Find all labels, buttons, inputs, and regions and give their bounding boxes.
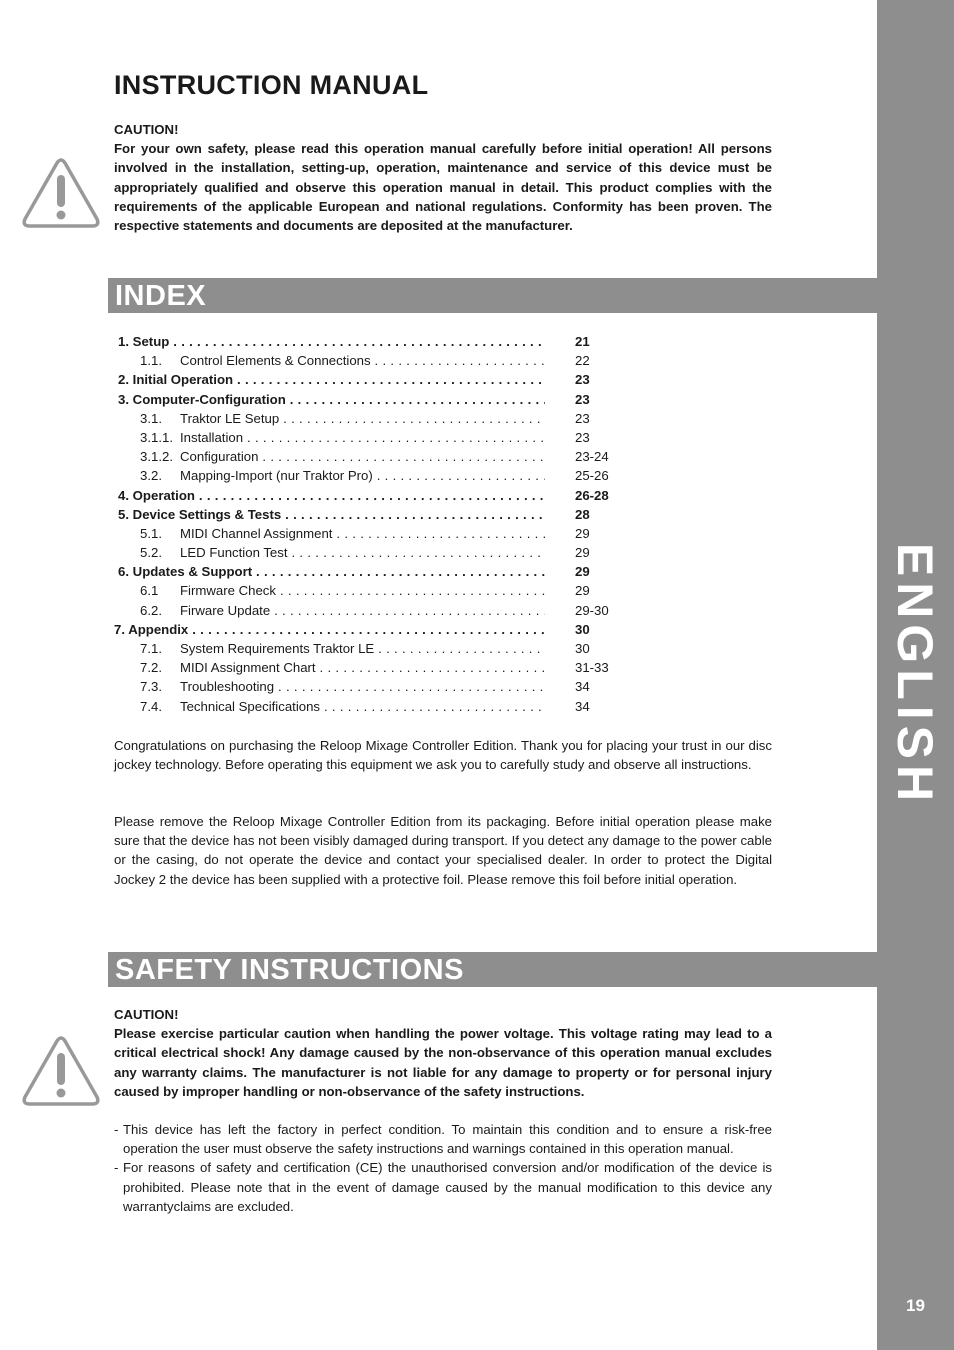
toc-number: 5.1. — [140, 525, 162, 541]
toc-page-number: 30 — [575, 641, 590, 656]
toc-page-number: 31-33 — [575, 660, 609, 676]
toc-number: 6. — [118, 564, 129, 580]
intro-paragraph-2: Please remove the Reloop Mixage Controller Edition from its packaging. Before initial operation please make sure that the device has not been visibly damaged during transport. If you detect any damage to the power cable or the casing, do not operate the device and contact your specialised dealer. In order to protect the Digital Jockey 2 the device has been supplied with a protective foil. Please remove this foil before initial operation. — [114, 814, 772, 887]
page-number: 19 — [906, 1296, 925, 1315]
toc-number: 6.2. — [140, 602, 162, 618]
toc-page-number: 34 — [575, 698, 590, 714]
toc-label: Troubleshooting — [180, 679, 275, 695]
caution-label: CAUTION! — [114, 1007, 179, 1022]
toc-label: MIDI Assignment Chart — [180, 660, 316, 676]
toc-entry — [118, 390, 545, 409]
toc-entry — [140, 601, 545, 620]
toc-row — [114, 524, 634, 543]
toc-entry — [140, 639, 545, 658]
bullet-text: For reasons of safety and certification (CE) the unauthorised conversion and/or modification of the device is prohibited. Please note that in the event of damage caused by the manual modification to this device any warrantyclaims are excluded. — [123, 1160, 772, 1214]
toc-row — [114, 677, 634, 696]
safety-heading: SAFETY INSTRUCTIONS — [115, 954, 464, 986]
toc-row — [114, 505, 634, 524]
toc-label: Updates & Support — [132, 564, 253, 580]
toc-entry — [118, 332, 545, 351]
toc-label: Initial Operation — [132, 372, 234, 388]
toc-label: Computer-Configuration — [132, 391, 286, 407]
toc-page-number: 29-30 — [575, 602, 609, 618]
toc-label: Installation — [180, 429, 244, 445]
toc-label: Firware Update — [180, 602, 271, 618]
toc-entry — [140, 409, 545, 428]
bullet-marker: - — [114, 1160, 119, 1176]
toc-row — [114, 370, 634, 389]
toc-number: 4. — [118, 487, 129, 503]
index-header-band — [108, 278, 877, 313]
toc-entry — [140, 466, 545, 485]
language-label: ENGLISH — [887, 542, 943, 808]
toc-row — [114, 447, 634, 466]
toc-entry — [118, 505, 545, 524]
toc-label: Control Elements & Connections — [180, 353, 371, 369]
toc-page-number: 29 — [575, 525, 590, 541]
toc-number: 5. — [118, 506, 129, 522]
toc-entry — [114, 620, 545, 639]
warning-triangle-icon — [22, 1036, 100, 1106]
list-item — [114, 1120, 772, 1158]
toc-page-number: 23 — [575, 410, 590, 426]
toc-entry — [118, 562, 545, 581]
toc-entry — [140, 524, 545, 543]
toc-label: Operation — [132, 487, 195, 503]
toc-entry — [118, 370, 545, 389]
toc-number: 6.1 — [140, 583, 159, 599]
toc-row — [114, 543, 634, 562]
toc-label: Traktor LE Setup — [180, 410, 280, 426]
toc-page-number: 34 — [575, 679, 590, 695]
caution-block-intro — [114, 120, 772, 235]
bullet-marker: - — [114, 1122, 119, 1137]
toc-row — [114, 601, 634, 620]
toc-number: 5.2. — [140, 545, 162, 561]
caution-text: Please exercise particular caution when handling the power voltage. This voltage rating may lead to a critical electrical shock! Any damage caused by the non-observance of this operation manual excludes any warranty claims. The manufacturer is not liable for any damage to property or for personal injury caused by improper handling or non-observance of the safety instructions. — [114, 1026, 772, 1099]
toc-row — [114, 351, 634, 370]
toc-entry — [140, 697, 545, 716]
toc-entry — [140, 677, 545, 696]
index-heading: INDEX — [115, 280, 207, 312]
toc-label: System Requirements Traktor LE — [180, 641, 375, 656]
toc-page-number: 28 — [575, 506, 590, 522]
toc-page-number: 23-24 — [575, 449, 609, 465]
list-item — [114, 1158, 772, 1216]
toc-label: MIDI Channel Assignment — [180, 525, 333, 541]
toc-entry — [140, 351, 545, 370]
toc-label: LED Function Test — [180, 545, 288, 561]
toc-row — [114, 466, 634, 485]
toc-entry — [140, 428, 545, 447]
toc-row — [114, 428, 634, 447]
intro-paragraph-1: Congratulations on purchasing the Reloop Mixage Controller Edition. Thank you for placing your trust in our disc jockey technology. Before operating this equipment we ask you to carefully study and observe all instructions. — [114, 738, 772, 773]
toc-label: Firmware Check — [180, 583, 276, 599]
safety-header-band — [108, 952, 877, 987]
safety-bullet-list — [114, 1120, 772, 1216]
toc-page-number: 26-28 — [575, 487, 609, 503]
toc-entry — [140, 581, 545, 600]
toc-entry — [140, 658, 545, 677]
toc-label: Device Settings & Tests — [132, 506, 282, 522]
toc-page-number: 25-26 — [575, 468, 609, 484]
toc-page-number: 22 — [575, 353, 590, 369]
toc-row — [114, 697, 634, 716]
toc-entry — [118, 486, 545, 505]
toc-entry — [140, 543, 545, 562]
toc-page-number: 23 — [575, 372, 590, 388]
toc-number: 1.1. — [140, 353, 162, 369]
toc-number: 7.2. — [140, 660, 162, 676]
toc-page-number: 23 — [575, 429, 590, 445]
toc-row — [114, 639, 634, 658]
toc-number: 3.1. — [140, 410, 162, 426]
toc-label: Setup — [132, 334, 170, 349]
toc-page-number: 23 — [575, 391, 590, 407]
toc-row — [114, 390, 634, 409]
caution-block-safety — [114, 1005, 772, 1101]
toc-number: 3. — [118, 391, 129, 407]
toc-label: Technical Specifications — [180, 698, 321, 714]
toc-number: 2. — [118, 372, 129, 388]
toc-number: 7.3. — [140, 679, 162, 695]
toc-row — [114, 332, 634, 351]
caution-text: For your own safety, please read this operation manual carefully before initial operation! All persons involved in the installation, setting-up, operation, maintenance and service of this device must be appropriately qualified and observe this operation manual in detail. This product complies with the requirements of the applicable European and national regulations. Conformity has been proven. The respective statements and documents are deposited at the manufacturer. — [114, 141, 772, 234]
bullet-text: This device has left the factory in perfect condition. To maintain this condition and to ensure a risk-free operation the user must observe the safety instructions and warnings contained in this operation manual. — [123, 1122, 772, 1157]
toc-row — [114, 562, 634, 581]
toc-row — [114, 486, 634, 505]
toc-row — [114, 658, 634, 677]
toc-number: 3.2. — [140, 468, 162, 484]
toc-label: Appendix — [128, 621, 189, 637]
toc-page-number: 29 — [575, 583, 590, 599]
toc-number: 7. — [114, 621, 125, 637]
page-title: INSTRUCTION MANUAL — [114, 70, 429, 100]
toc-row — [114, 409, 634, 428]
toc-page-number: 29 — [575, 545, 590, 561]
toc-number: 7.4. — [140, 698, 162, 714]
toc-page-number: 29 — [575, 564, 590, 580]
toc-entry — [140, 447, 545, 466]
warning-triangle-icon — [22, 158, 100, 228]
toc-number: 1. — [118, 334, 129, 349]
toc-page-number: 21 — [575, 334, 590, 349]
caution-label: CAUTION! — [114, 122, 179, 137]
toc-row — [114, 620, 634, 639]
toc-label: Configuration — [180, 449, 259, 465]
toc-row — [114, 581, 634, 600]
toc-label: Mapping-Import (nur Traktor Pro) — [180, 468, 373, 484]
toc-number: 3.1.2. — [140, 449, 173, 465]
toc-number: 7.1. — [140, 641, 162, 656]
toc-page-number: 30 — [575, 621, 590, 637]
toc-number: 3.1.1. — [140, 429, 173, 445]
table-of-contents — [114, 332, 634, 716]
